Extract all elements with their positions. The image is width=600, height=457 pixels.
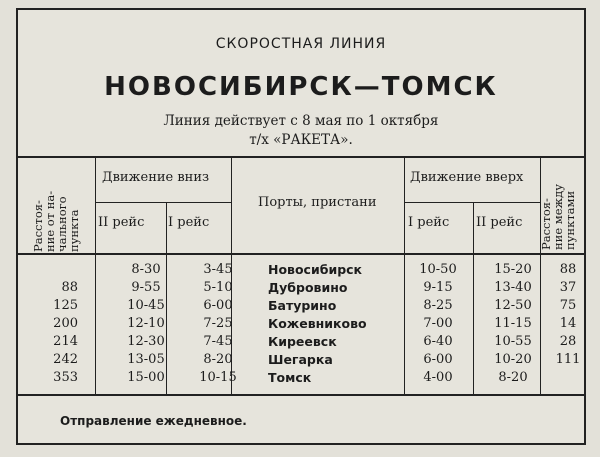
cell-up-trip-1: 9-15 — [423, 280, 453, 295]
table-row — [18, 370, 584, 388]
schedule-frame — [16, 8, 586, 445]
header-down-trip-2: II рейс — [98, 215, 145, 230]
table-bottom-rule — [18, 394, 584, 396]
cell-down-trip-2: 10-45 — [127, 298, 165, 313]
cell-port: Шегарка — [268, 352, 333, 367]
cell-up-trip-1: 6-40 — [423, 334, 453, 349]
cell-segment: 14 — [559, 316, 577, 331]
cell-up-trip-2: 13-40 — [494, 280, 532, 295]
cell-up-trip-1: 8-25 — [423, 298, 453, 313]
cell-segment: 88 — [559, 262, 577, 277]
cell-up-trip-2: 10-20 — [494, 352, 532, 367]
table-row — [18, 352, 584, 370]
header-up-trip-2: II рейс — [476, 215, 523, 230]
line-subtitle: СКОРОСТНАЯ ЛИНИЯ — [215, 36, 387, 52]
cell-up-trip-1: 10-50 — [419, 262, 457, 277]
daily-departure-note: Отправление ежедневное. — [60, 414, 247, 428]
cell-segment: 75 — [559, 298, 577, 313]
cell-down-trip-1: 10-15 — [199, 370, 237, 385]
header-movement-up: Движение вверх — [410, 170, 524, 185]
table-row — [18, 316, 584, 334]
header-distance-from-start: Расстоя- ние от на- чального пункта — [31, 190, 81, 252]
cell-down-trip-2: 12-10 — [127, 316, 165, 331]
route-title: НОВОСИБИРСК—ТОМСК — [104, 72, 498, 102]
cell-segment: 28 — [559, 334, 577, 349]
cell-segment: 37 — [559, 280, 577, 295]
cell-port: Кожевниково — [268, 316, 367, 331]
cell-distance: 125 — [53, 298, 78, 313]
cell-distance: 242 — [53, 352, 78, 367]
header-up-trip-1: I рейс — [408, 215, 450, 230]
table-top-rule — [18, 156, 584, 158]
cell-down-trip-2: 12-30 — [127, 334, 165, 349]
cell-distance: 353 — [53, 370, 78, 385]
cell-up-trip-2: 12-50 — [494, 298, 532, 313]
up-subheader-rule — [404, 202, 540, 203]
table-row — [18, 262, 584, 280]
header-distance-between: Расстоя- ние между пунктами — [539, 184, 577, 250]
table-row — [18, 334, 584, 352]
header-bottom-rule — [18, 253, 584, 255]
operation-period: Линия действует с 8 мая по 1 октября — [163, 113, 439, 129]
cell-up-trip-1: 6-00 — [423, 352, 453, 367]
cell-port: Киреевск — [268, 334, 337, 349]
cell-segment: 111 — [555, 352, 581, 367]
table-row — [18, 280, 584, 298]
cell-up-trip-2: 15-20 — [494, 262, 532, 277]
cell-distance: 214 — [53, 334, 78, 349]
cell-down-trip-1: 7-45 — [203, 334, 233, 349]
cell-down-trip-1: 5-10 — [203, 280, 233, 295]
cell-distance: 200 — [53, 316, 78, 331]
vessel-name: т/х «РАКЕТА». — [249, 132, 353, 148]
cell-down-trip-1: 3-45 — [203, 262, 233, 277]
cell-distance: 88 — [61, 280, 78, 295]
header-ports: Порты, пристани — [258, 195, 377, 210]
cell-down-trip-1: 6-00 — [203, 298, 233, 313]
cell-down-trip-2: 13-05 — [127, 352, 165, 367]
cell-port: Дубровино — [268, 280, 348, 295]
cell-port: Батурино — [268, 298, 337, 313]
cell-up-trip-1: 7-00 — [423, 316, 453, 331]
cell-up-trip-2: 11-15 — [494, 316, 532, 331]
header-down-trip-1: I рейс — [168, 215, 210, 230]
cell-down-trip-2: 8-30 — [131, 262, 161, 277]
down-subheader-rule — [95, 202, 231, 203]
cell-down-trip-2: 9-55 — [131, 280, 161, 295]
cell-down-trip-2: 15-00 — [127, 370, 165, 385]
table-row — [18, 298, 584, 316]
cell-port: Новосибирск — [268, 262, 363, 277]
cell-up-trip-1: 4-00 — [423, 370, 453, 385]
cell-up-trip-2: 8-20 — [498, 370, 528, 385]
cell-down-trip-1: 7-25 — [203, 316, 233, 331]
cell-down-trip-1: 8-20 — [203, 352, 233, 367]
cell-up-trip-2: 10-55 — [494, 334, 532, 349]
header-movement-down: Движение вниз — [102, 170, 210, 185]
cell-port: Томск — [268, 370, 312, 385]
